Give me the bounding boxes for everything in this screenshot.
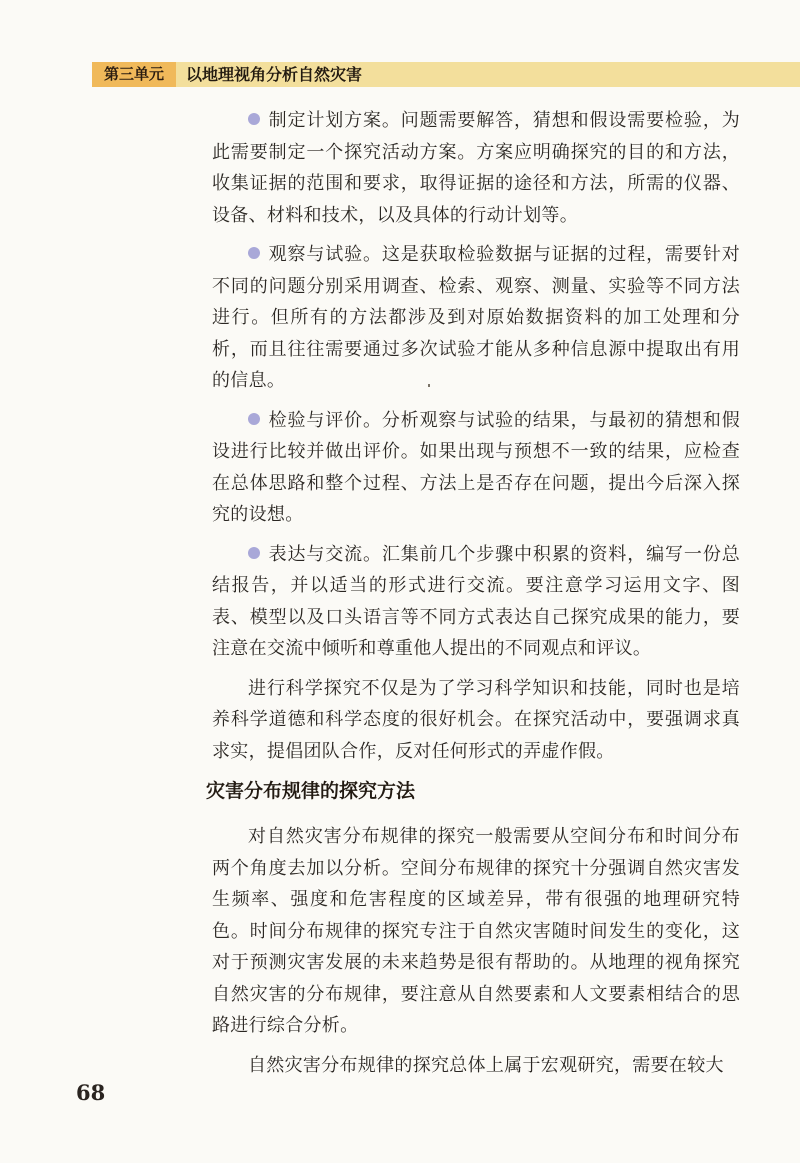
page-body [206, 105, 740, 1089]
bullet-dot-icon [248, 113, 260, 125]
bullet-dot-icon [248, 413, 260, 425]
bullet-paragraph [212, 239, 740, 397]
body-paragraph: 对自然灾害分布规律的探究一般需要从空间分布和时间分布两个角度去加以分析。空间分布规律的探究十分强调自然灾害发生频率、强度和危害程度的区域差异，带有很强的地理研究特色。时间分布规律的探究专注于自然灾害随时间发生的变化，这对于预测灾害发展的未来趋势是很有帮助的。从地理的视角探究自然灾害的分布规律，要注意从自然要素和人文要素相结合的思路进行综合分析。 [212, 826, 740, 1036]
bullet-dot-icon [248, 247, 260, 259]
bullet-paragraph [212, 539, 740, 665]
section-heading: 灾害分布规律的探究方法 [206, 780, 416, 802]
unit-title: 以地理视角分析自然灾害 [186, 65, 363, 84]
body-paragraph: 自然灾害分布规律的探究总体上属于宏观研究，需要在较大 [248, 1054, 724, 1076]
bullet-text: 制定计划方案。问题需要解答，猜想和假设需要检验，为此需要制定一个探究活动方案。方案应明确探究的目的和方法，收集证据的范围和要求，取得证据的途径和方法，所需的仪器、设备、材料和技术，以及具体的行动计划等。 [212, 110, 740, 226]
unit-label: 第三单元 [92, 62, 176, 87]
bullet-paragraph [212, 105, 740, 231]
bullet-text: 表达与交流。汇集前几个步骤中积累的资料，编写一份总结报告，并以适当的形式进行交流。要注意学习运用文字、图表、模型以及口头语言等不同方式表达自己探究成果的能力，要注意在交流中倾听和尊重他人提出的不同观点和评议。 [212, 543, 740, 659]
bullet-dot-icon [248, 547, 260, 559]
bullet-paragraph [212, 405, 740, 531]
page-number: 68 [76, 1080, 106, 1105]
bullet-text: 检验与评价。分析观察与试验的结果，与最初的猜想和假设进行比较并做出评价。如果出现与预想不一致的结果，应检查在总体思路和整个过程、方法上是否存在问题，提出今后深入探究的设想。 [212, 409, 740, 525]
bullet-text: 观察与试验。这是获取检验数据与证据的过程，需要针对不同的问题分别采用调查、检索、观察、测量、实验等不同方法进行。但所有的方法都涉及到对原始数据资料的加工处理和分析，而且往往需要通过多次试验才能从多种信息源中提取出有用的信息。 [212, 244, 740, 391]
body-paragraph: 进行科学探究不仅是为了学习科学知识和技能，同时也是培养科学道德和科学态度的很好机会。在探究活动中，要强调求真求实，提倡团队合作，反对任何形式的弄虚作假。 [212, 677, 740, 762]
print-speck [428, 384, 430, 387]
